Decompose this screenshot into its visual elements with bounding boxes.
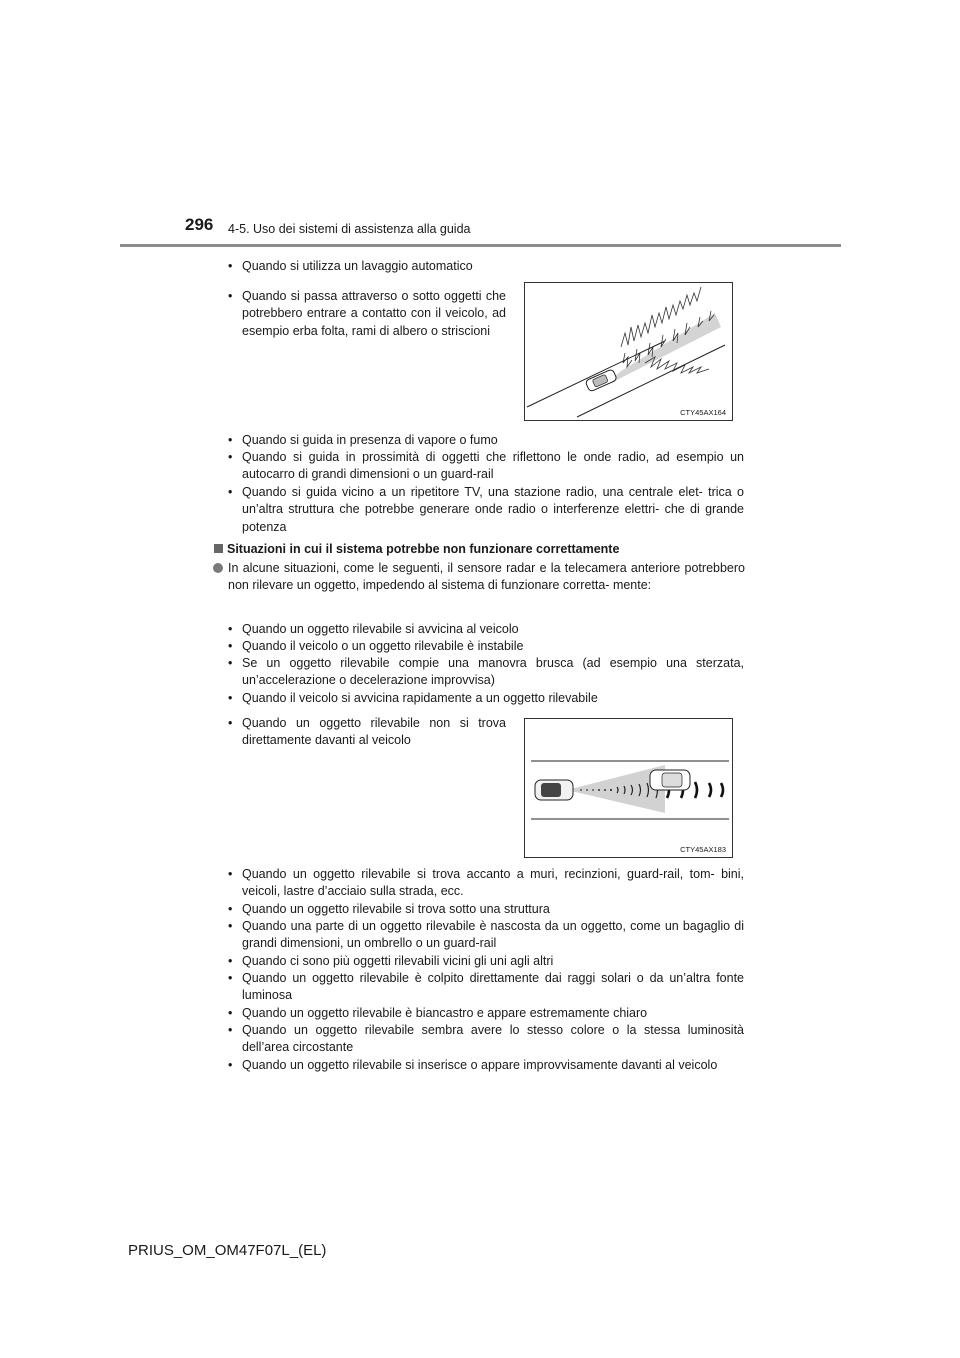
figure-vegetation-illustration	[524, 282, 733, 421]
own-vehicle	[535, 780, 573, 800]
figure-detection-illustration	[524, 718, 733, 858]
header-rule	[120, 244, 841, 247]
list-item	[228, 1022, 744, 1057]
list-item-text: Quando una parte di un oggetto rilevabile è nascosta da un oggetto, come un bagaglio di grandi dimensioni, un ombrello o un guard-rail	[242, 919, 744, 951]
list-item-text: Quando si guida in presenza di vapore o fumo	[242, 433, 498, 447]
list-item-text: Quando un oggetto rilevabile è colpito direttamente dai raggi solari o da un’altra fonte luminosa	[242, 971, 744, 1003]
list-item	[228, 655, 744, 690]
list-item-text: Quando il veicolo si avvicina rapidamente a un oggetto rilevabile	[242, 691, 598, 705]
figure-code: CTY45AX164	[680, 408, 726, 417]
bullet-dot: •	[228, 622, 233, 636]
list-item-text: Quando ci sono più oggetti rilevabili vicini gli uni agli altri	[242, 954, 554, 968]
list-item	[228, 970, 744, 1005]
figure-code: CTY45AX183	[680, 845, 726, 854]
bullet-dot: •	[228, 259, 233, 273]
document-code: PRIUS_OM_OM47F07L_(EL)	[128, 1242, 327, 1259]
vegetation-illustration	[525, 283, 732, 420]
list-item-text: Se un oggetto rilevabile compie una manovra brusca (ad esempio una sterzata, un’accelerazione o decelerazione improvvisa)	[242, 656, 744, 688]
bullet-dot: •	[228, 919, 233, 933]
square-bullet-icon	[214, 544, 223, 553]
bullet-dot: •	[228, 656, 233, 670]
bullet-dot: •	[228, 289, 233, 303]
bullet-dot: •	[228, 867, 233, 881]
list-item-text: Quando un oggetto rilevabile si avvicina al veicolo	[242, 622, 519, 636]
list-item	[228, 449, 744, 484]
list-item-text: Quando il veicolo o un oggetto rilevabile è instabile	[242, 639, 524, 653]
list-item-text: Quando un oggetto rilevabile si trova sotto una struttura	[242, 902, 550, 916]
bullet-dot: •	[228, 971, 233, 985]
bullet-dot: •	[228, 1058, 233, 1072]
target-vehicle	[650, 770, 690, 790]
list-item	[228, 638, 744, 655]
list-item-text: Quando un oggetto rilevabile non si trova direttamente davanti al veicolo	[242, 716, 506, 748]
bullet-dot: •	[228, 433, 233, 447]
list-item-text: Quando un oggetto rilevabile è biancastro e appare estremamente chiaro	[242, 1006, 648, 1020]
list-item	[228, 621, 744, 638]
list-item	[228, 901, 744, 918]
list-item	[228, 1005, 744, 1022]
bullet-dot: •	[228, 691, 233, 705]
bullet-dot: •	[228, 1023, 233, 1037]
section-heading	[214, 542, 619, 556]
list-item	[228, 258, 542, 275]
list-item	[228, 918, 744, 953]
section-heading-text: Situazioni in cui il sistema potrebbe non funzionare correttamente	[227, 542, 620, 556]
list-item-text: Quando un oggetto rilevabile si trova accanto a muri, recinzioni, guard-rail, tom- bini, veicoli, lastre d’acciaio sulla strada, ecc.	[242, 867, 744, 899]
list-item-text: Quando un oggetto rilevabile sembra avere lo stesso colore o la stessa luminosità dell’area circostante	[242, 1023, 744, 1055]
bullet-dot: •	[228, 485, 233, 499]
bullet-dot: •	[228, 902, 233, 916]
circle-bullet-icon	[213, 563, 223, 573]
list-item-text: Quando si utilizza un lavaggio automatico	[242, 259, 473, 273]
list-item	[228, 953, 744, 970]
list-item-text: Quando un oggetto rilevabile si inserisce o appare improvvisamente davanti al veicolo	[242, 1058, 718, 1072]
list-item	[228, 432, 744, 449]
bullet-dot: •	[228, 954, 233, 968]
list-item	[228, 715, 506, 750]
detection-illustration	[525, 719, 732, 857]
list-item-text: Quando si guida in prossimità di oggetti che riflettono le onde radio, ad esempio un autocarro di grandi dimensioni o un guard-rail	[242, 450, 744, 482]
bullet-dot: •	[228, 1006, 233, 1020]
list-item	[228, 1057, 744, 1074]
section-title: 4-5. Uso dei sistemi di assistenza alla guida	[228, 222, 471, 236]
bullet-dot: •	[228, 639, 233, 653]
list-item	[228, 484, 744, 536]
list-item	[228, 866, 744, 901]
bullet-dot: •	[228, 450, 233, 464]
intro-paragraph	[228, 560, 745, 595]
list-item-text: Quando si passa attraverso o sotto oggetti che potrebbero entrare a contatto con il veicolo, ad esempio erba folta, rami di albero o striscioni	[242, 289, 506, 338]
list-item-text: Quando si guida vicino a un ripetitore TV, una stazione radio, una centrale elet- trica o un’altra struttura che potrebbe generare onde radio o interferenze elettri- che di grande potenza	[242, 485, 744, 534]
list-item	[228, 288, 506, 340]
list-item	[228, 690, 744, 707]
bullet-dot: •	[228, 716, 233, 730]
intro-text: In alcune situazioni, come le seguenti, il sensore radar e la telecamera anteriore potrebbero non rilevare un oggetto, impedendo al sistema di funzionare corretta- mente:	[228, 561, 745, 593]
page-number: 296	[185, 215, 214, 234]
